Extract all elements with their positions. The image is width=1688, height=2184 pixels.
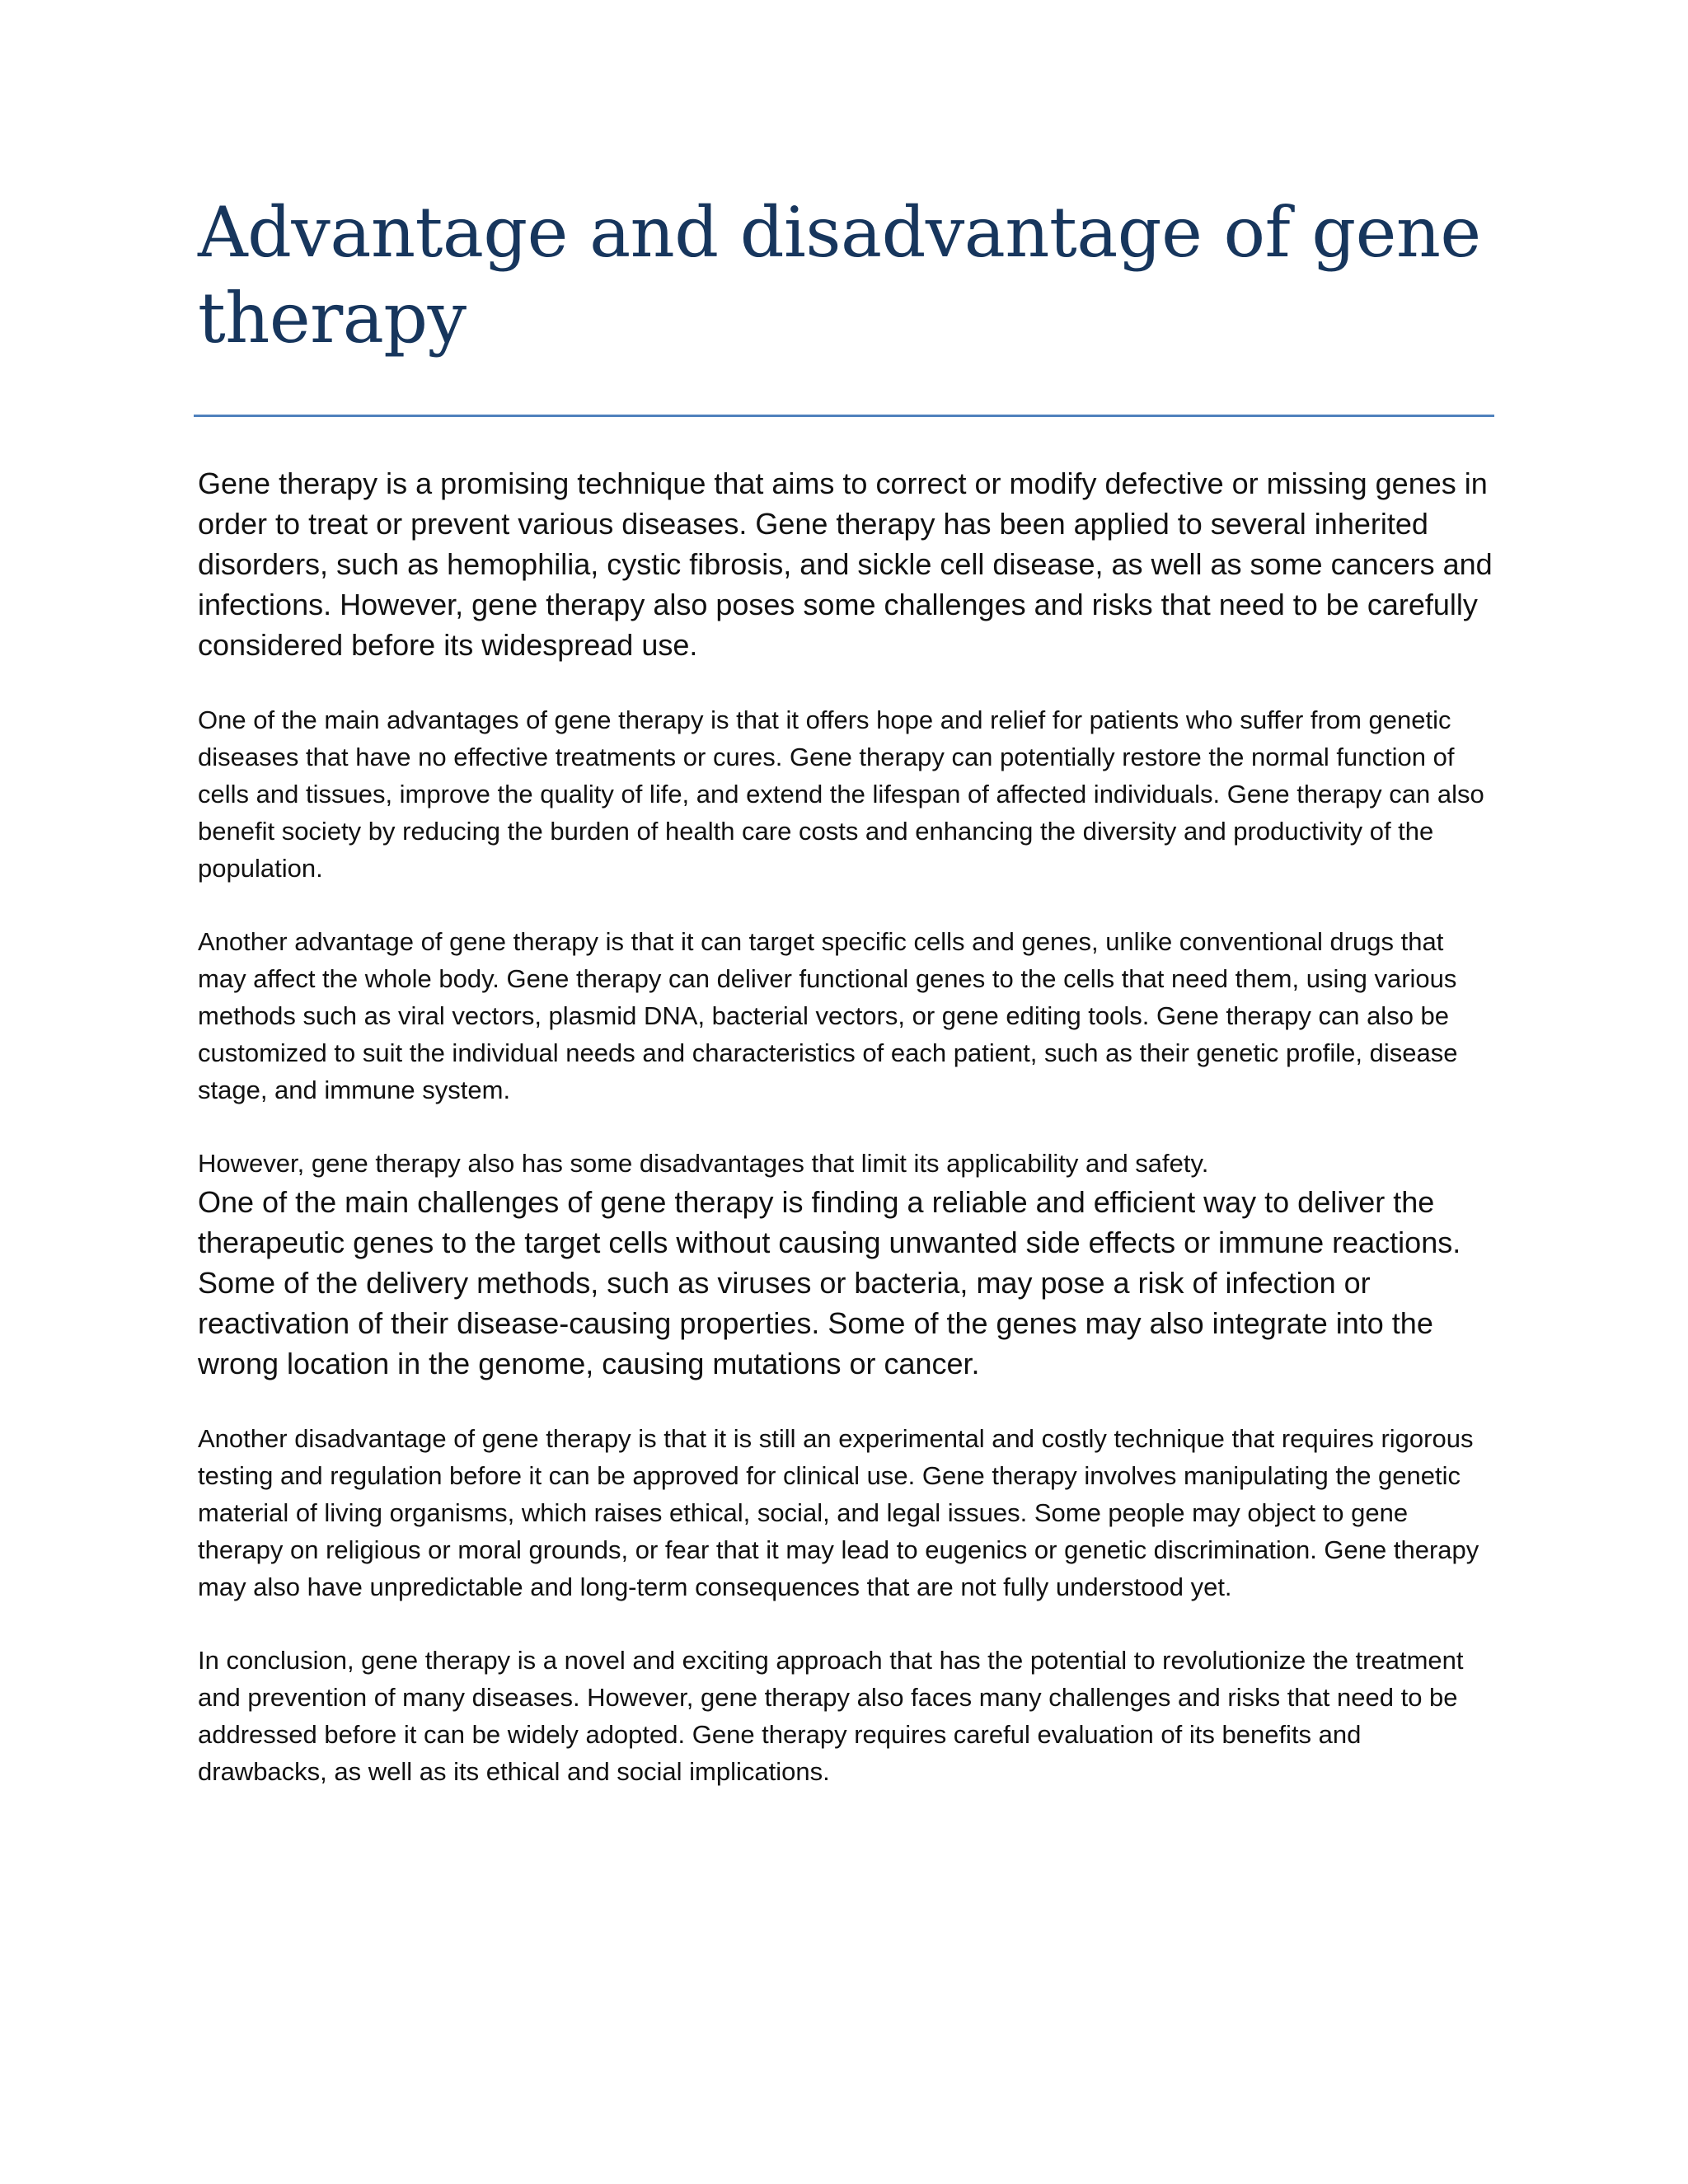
disadvantage-paragraph-2: Another disadvantage of gene therapy is that it is still an experimental and costly technique that requires rigorous testing and regulation before it can be approved for clinical use. Gene therapy involves manipulating the genetic material of living organisms, which raises ethical, social, and legal issues. Some people may object to gene therapy on religious or moral grounds, or fear that it may lead to eugenics or genetic discrimination. Gene therapy may also have unpredictable and long-term consequences that are not fully understood yet. bbox=[198, 1424, 1479, 1601]
advantage-paragraph-1: One of the main advantages of gene therapy is that it offers hope and relief for patients who suffer from genetic diseases that have no effective treatments or cures. Gene therapy can potentially restore the normal function of cells and tissues, improve the quality of life, and extend the lifespan of affected individuals. Gene therapy can also benefit society by reducing the burden of health care costs and enhancing the diversity and productivity of the population. bbox=[198, 705, 1484, 883]
paragraph-spacing bbox=[198, 1605, 1496, 1642]
paragraph-spacing bbox=[198, 887, 1496, 923]
document-title: Advantage and disadvantage of gene therapy bbox=[198, 192, 1481, 359]
paragraph-spacing bbox=[198, 1108, 1496, 1145]
advantage-paragraph-2: Another advantage of gene therapy is that it can target specific cells and genes, unlike conventional drugs that may affect the whole body. Gene therapy can deliver functional genes to the cells that need them, using various methods such as viral vectors, plasmid DNA, bacterial vectors, or gene editing tools. Gene therapy can also be customized to suit the individual needs and characteristics of each patient, such as their genetic profile, disease stage, and immune system. bbox=[198, 927, 1458, 1104]
document-body bbox=[198, 463, 1496, 1790]
paragraph-spacing bbox=[198, 1384, 1496, 1420]
disadvantage-paragraph-1: One of the main challenges of gene therapy is finding a reliable and efficient way to deliver the therapeutic genes to the target cells without causing unwanted side effects or immune reactions. Some of the delivery methods, such as viruses or bacteria, may pose a risk of infection or reactivation of their disease-causing properties. Some of the genes may also integrate into the wrong location in the genome, causing mutations or cancer. bbox=[198, 1185, 1461, 1380]
title-block bbox=[198, 190, 1496, 361]
paragraph-spacing bbox=[198, 665, 1496, 701]
title-divider bbox=[194, 415, 1494, 417]
intro-paragraph: Gene therapy is a promising technique that aims to correct or modify defective or missing genes in order to treat or prevent various diseases. Gene therapy has been applied to several inherited disorders, such as hemophilia, cystic fibrosis, and sickle cell disease, as well as some cancers and infections. However, gene therapy also poses some challenges and risks that need to be carefully considered before its widespread use. bbox=[198, 466, 1493, 662]
disadvantage-intro: However, gene therapy also has some disadvantages that limit its applicability and safety. bbox=[198, 1149, 1209, 1178]
conclusion-paragraph: In conclusion, gene therapy is a novel and exciting approach that has the potential to revolutionize the treatment and prevention of many diseases. However, gene therapy also faces many challenges and risks that need to be addressed before it can be widely adopted. Gene therapy requires careful evaluation of its benefits and drawbacks, as well as its ethical and social implications. bbox=[198, 1646, 1464, 1786]
